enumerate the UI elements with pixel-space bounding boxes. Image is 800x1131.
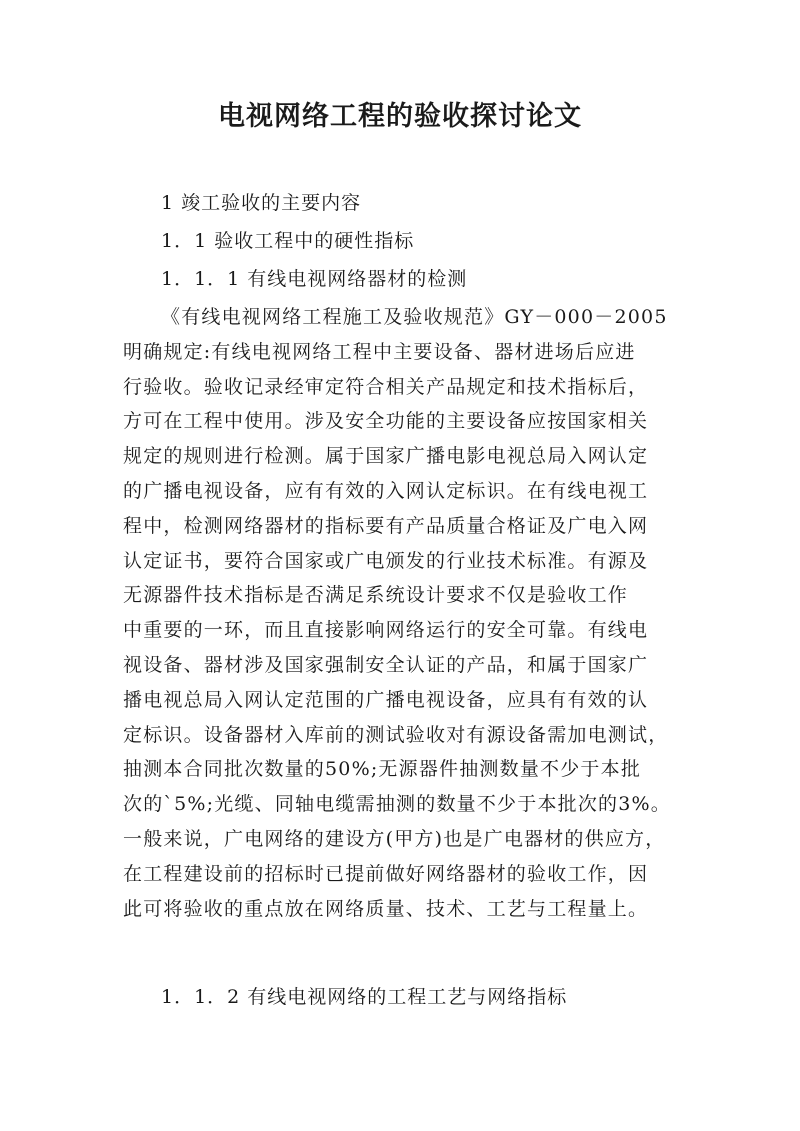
section-heading-1-1-1: 1．1．1 有线电视网络器材的检测 xyxy=(161,268,468,290)
section-heading-1-1-2: 1．1．2 有线电视网络的工程工艺与网络指标 xyxy=(161,986,568,1008)
paragraph-line: 方可在工程中使用。涉及安全功能的主要设备应按国家相关 xyxy=(123,410,649,433)
paragraph-line: 行验收。验收记录经审定符合相关产品规定和技术指标后， xyxy=(123,375,649,398)
paragraph-line: 的广播电视设备，应有有效的入网认定标识。在有线电视工 xyxy=(123,479,649,502)
paragraph-line: 次的`5%;光缆、同轴电缆需抽测的数量不少于本批次的3%。 xyxy=(123,793,671,816)
paragraph-line: 规定的规则进行检测。属于国家广播电影电视总局入网认定 xyxy=(123,445,649,468)
paragraph-line: 明确规定:有线电视网络工程中主要设备、器材进场后应进 xyxy=(123,340,636,363)
paragraph-line: 程中，检测网络器材的指标要有产品质量合格证及广电入网 xyxy=(123,514,649,537)
paragraph-line: 定标识。设备器材入库前的测试验收对有源设备需加电测试， xyxy=(123,723,669,746)
paragraph-line: 此可将验收的重点放在网络质量、技术、工艺与工程量上。 xyxy=(123,897,649,920)
document-title: 电视网络工程的验收探讨论文 xyxy=(218,101,582,132)
section-heading-1: 1 竣工验收的主要内容 xyxy=(161,192,362,214)
paragraph-line: 视设备、器材涉及国家强制安全认证的产品，和属于国家广 xyxy=(123,653,649,676)
section-heading-1-1: 1．1 验收工程中的硬性指标 xyxy=(161,230,415,252)
paragraph-line: 一般来说，广电网络的建设方(甲方)也是广电器材的供应方， xyxy=(123,827,666,850)
paragraph-line: 播电视总局入网认定范围的广播电视设备，应具有有效的认 xyxy=(123,688,649,711)
paragraph-line: 抽测本合同批次数量的50%;无源器件抽测数量不少于本批 xyxy=(123,758,642,781)
paragraph-line: 中重要的一环，而且直接影响网络运行的安全可靠。有线电 xyxy=(123,619,649,642)
paragraph-line: 认定证书，要符合国家或广电颁发的行业技术标准。有源及 xyxy=(123,549,649,572)
paragraph-equipment-inspection xyxy=(123,300,683,926)
paragraph-line: 在工程建设前的招标时已提前做好网络器材的验收工作，因 xyxy=(123,862,649,885)
paragraph-line: 《有线电视网络工程施工及验收规范》GY－000－2005 xyxy=(161,306,668,328)
paragraph-line: 无源器件技术指标是否满足系统设计要求不仅是验收工作 xyxy=(123,584,629,607)
